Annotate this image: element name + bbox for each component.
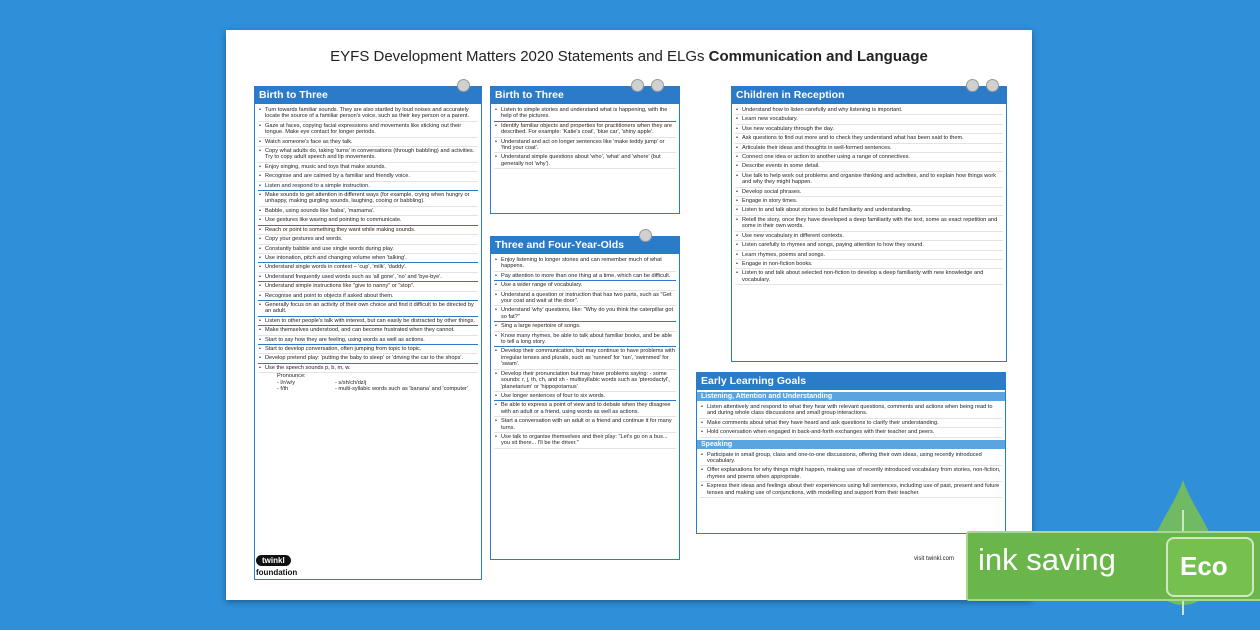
list-item: • Express their ideas and feelings about their experiences using full sentences, including use of past, present and future tenses and making use of conjunctions, with modelling and support from their teacher. [700,482,1002,498]
list-item: • Use talk to help work out problems and organise thinking and activities, and to explain how things work and why they might happen. [735,172,1003,188]
list-item: • Understand simple questions about 'who', 'what' and 'where' (but generally not 'why'). [494,153,676,169]
list-item: • Start to say how they are feeling, using words as well as actions. [258,336,478,345]
list-item: • Start a conversation with an adult or a friend and continue it for many turns. [494,417,676,433]
list-item: • Make sounds to get attention in different ways (for example, crying when hungry or unhappy, making gurgling sounds, laughing, cooing or babbling). [258,191,478,207]
list-item: • Sing a large repertoire of songs. [494,322,676,331]
list-item: • Use gestures like waving and pointing to communicate. [258,216,478,225]
list-item: • Reach or point to something they want while making sounds. [258,226,478,235]
list-item: • Understand single words in context – 'cup', 'milk', 'daddy'. [258,263,478,272]
list-item: • Know many rhymes, be able to talk about familiar books, and be able to tell a long story. [494,332,676,348]
list-item: • Be able to express a point of view and to debate when they disagree with an adult or a friend, using words as well as actions. [494,401,676,417]
list-item: • Learn new vocabulary. [735,115,1003,124]
list-item: • Develop their communication, but may continue to have problems with irregular tenses and plurals, such as 'runned' for 'ran', 'swimmed' for 'swam'. [494,347,676,369]
panel-header: Birth to Three [491,87,679,104]
list-item: • Develop social phrases. [735,188,1003,197]
list-item: • Babble, using sounds like 'baba', 'mamama'. [258,207,478,216]
worksheet-page [226,30,1032,600]
list-item: • Use talk to organise themselves and their play: "Let's go on a bus... you sit there... I'll be the driver." [494,433,676,449]
list-item: • Participate in small group, class and one-to-one discussions, offering their own ideas, using recently introduced vocabulary. [700,451,1002,467]
clip-icon [631,79,644,92]
panel-header: Early Learning Goals [697,373,1005,390]
panel-birth-to-three-middle [490,86,680,214]
list-item: • Understand 'why' questions, like: "Why do you think the caterpillar got so fat?" [494,306,676,322]
list-item: • Make themselves understood, and can become frustrated when they cannot. [258,326,478,335]
list-item: • Develop their pronunciation but may have problems saying: - some sounds: r, j, th, ch, and sh - multisyllabic words such as 'pterodactyl', 'planetarium' or 'hippopotamus' [494,370,676,392]
statement-list [732,104,1006,285]
panel-children-in-reception [731,86,1007,362]
list-item: • Listen to and talk about selected non-fiction to develop a deep familiarity with new knowledge and vocabulary. [735,269,1003,285]
panel-three-four-year-olds [490,236,680,560]
list-item: • Watch someone's face as they talk. [258,138,478,147]
clip-icon [639,229,652,242]
panel-early-learning-goals [696,372,1006,534]
subheading-listening: Listening, Attention and Understanding [697,392,1005,401]
list-item: • Articulate their ideas and thoughts in well-formed sentences. [735,144,1003,153]
list-item: • Listen and respond to a simple instruction. [258,182,478,191]
panel-birth-to-three-left [254,86,482,580]
list-item: • Make comments about what they have heard and ask questions to clarify their understanding. [700,419,1002,428]
list-item: • Generally focus on an activity of their own choice and find it difficult to be directed by an adult. [258,301,478,317]
goal-list [697,401,1005,438]
list-item: • Retell the story, once they have developed a deep familiarity with the text, some as exact repetition and some in their own words. [735,216,1003,232]
pronounce-block: Pronounce: - l/r/w/y - s/sh/ch/dz/j - f/th - multi-syllabic words such as 'banana' and 'computer' [277,373,468,392]
list-item: • Understand how to listen carefully and why listening is important. [735,106,1003,115]
list-item: • Recognise and point to objects if asked about them. [258,292,478,301]
list-item: • Listen attentively and respond to what they hear with relevant questions, comments and actions when being read to and during whole class discussions and small group interactions. [700,403,1002,419]
goal-list [697,449,1005,498]
clip-icon [457,79,470,92]
statement-list [255,104,481,373]
panel-header: Three and Four-Year-Olds [491,237,679,254]
list-item: • Use a wider range of vocabulary. [494,281,676,290]
list-item: • Turn towards familiar sounds. They are also startled by loud noises and accurately locate the source of a familiar person's voice, such as their key person or a parent. [258,106,478,122]
list-item: • Listen to other people's talk with interest, but can easily be distracted by other things. [258,317,478,326]
page-title: EYFS Development Matters 2020 Statements and ELGs Communication and Language [330,48,928,65]
statement-list [491,104,679,169]
panel-header: Children in Reception [732,87,1006,104]
twinkl-foundation-logo: twinkl foundation [256,556,298,577]
list-item: • Understand frequently used words such as 'all gone', 'no' and 'bye-bye'. [258,273,478,282]
list-item: • Hold conversation when engaged in back-and-forth exchanges with their teacher and peers. [700,428,1002,437]
list-item: • Listen to simple stories and understand what is happening, with the help of the pictures. [494,106,676,122]
list-item: • Listen to and talk about stories to build familiarity and understanding. [735,206,1003,215]
list-item: • Enjoy singing, music and toys that make sounds. [258,163,478,172]
list-item: • Copy your gestures and words. [258,235,478,244]
visit-link[interactable]: visit twinkl.com [914,556,955,562]
list-item: • Gaze at faces, copying facial expressions and movements like sticking out their tongue. Make eye contact for longer periods. [258,122,478,138]
list-item: • Develop pretend play: 'putting the baby to sleep' or 'driving the car to the shops'. [258,354,478,363]
clip-icon [651,79,664,92]
list-item: • Ask questions to find out more and to check they understand what has been said to them. [735,134,1003,143]
list-item: • Pay attention to more than one thing at a time, which can be difficult. [494,272,676,281]
list-item: • Copy what adults do, taking 'turns' in conversations (through babbling) and activities. Try to copy adult speech and lip movements. [258,147,478,163]
list-item: • Start to develop conversation, often jumping from topic to topic. [258,345,478,354]
list-item: • Identify familiar objects and properties for practitioners when they are described. For example: 'Katie's coat', 'blue car', 'shiny apple'. [494,122,676,138]
list-item: • Recognise and are calmed by a familiar and friendly voice. [258,172,478,181]
list-item: • Learn rhymes, poems and songs. [735,251,1003,260]
list-item: • Understand and act on longer sentences like 'make teddy jump' or 'find your coat'. [494,138,676,154]
list-item: • Describe events in some detail. [735,162,1003,171]
clip-icon [986,79,999,92]
list-item: • Listen carefully to rhymes and songs, paying attention to how they sound. [735,241,1003,250]
list-item: • Engage in story times. [735,197,1003,206]
ink-saving-banner [966,531,1260,601]
list-item: • Engage in non-fiction books. [735,260,1003,269]
list-item: • Understand simple instructions like "give to nanny" or "stop". [258,282,478,291]
eco-badge: Eco [1166,537,1254,597]
list-item: • Understand a question or instruction that has two parts, such as "Get your coat and wait at the door". [494,291,676,307]
clip-icon [966,79,979,92]
list-item: • Use new vocabulary in different contexts. [735,232,1003,241]
list-item: • Use longer sentences of four to six words. [494,392,676,401]
statement-list [491,254,679,449]
list-item: • Use new vocabulary through the day. [735,125,1003,134]
list-item: • Constantly babble and use single words during play. [258,245,478,254]
subheading-speaking: Speaking [697,440,1005,449]
list-item: • Connect one idea or action to another using a range of connectives. [735,153,1003,162]
list-item: • Offer explanations for why things might happen, making use of recently introduced vocabulary from stories, non-fiction, rhymes and poems when appropriate. [700,466,1002,482]
list-item: • Use the speech sounds p, b, m, w. [258,364,478,373]
list-item: • Enjoy listening to longer stories and can remember much of what happens. [494,256,676,272]
panel-header: Birth to Three [255,87,481,104]
ink-saving-label: ink saving [978,542,1116,577]
list-item: • Use intonation, pitch and changing volume when 'talking'. [258,254,478,263]
